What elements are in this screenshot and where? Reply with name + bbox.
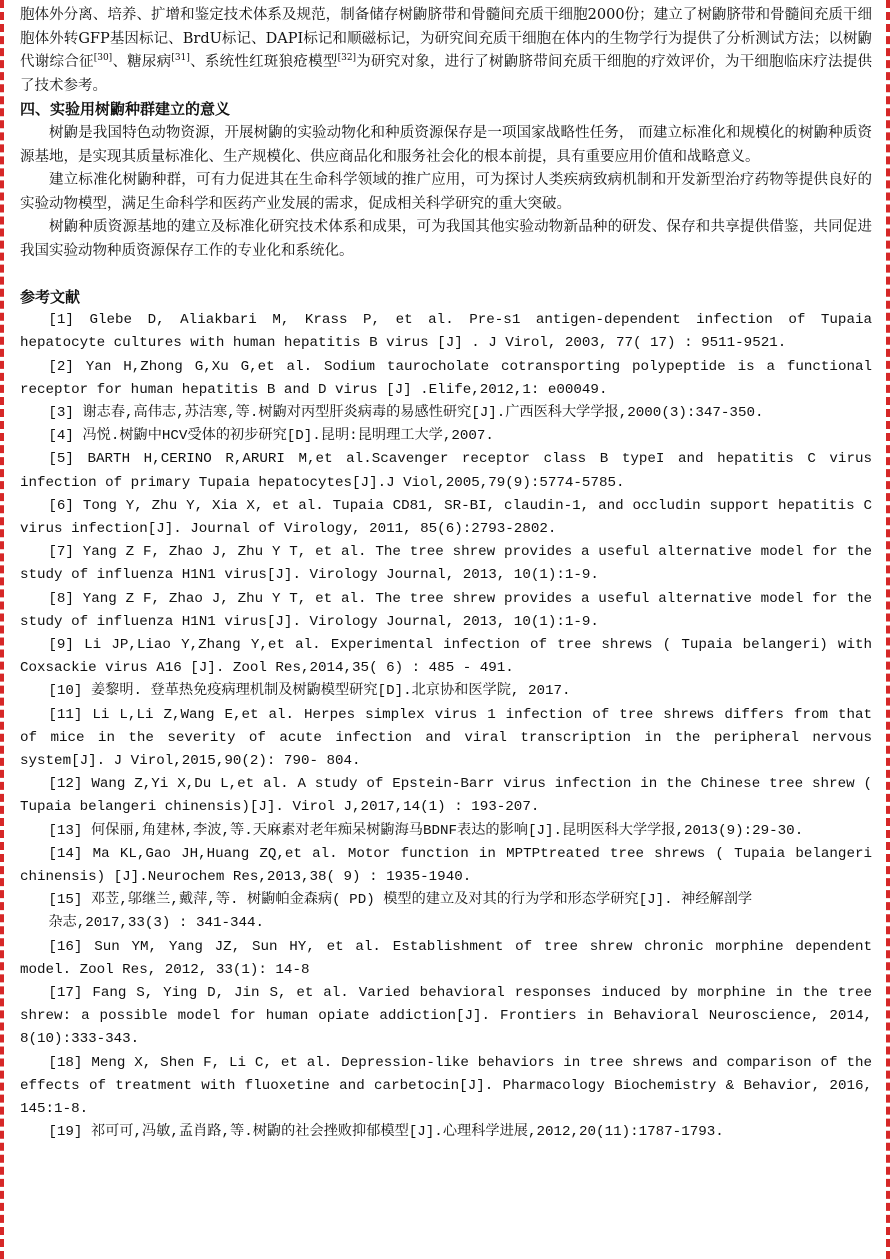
reference-item: [9] Li JP,Liao Y,Zhang Y,et al. Experimental infection of tree shrews ( Tupaia belangeri) with Coxsackie virus A16 [J]. Zool Res,2014,35( 6) : 485 - 491. [20, 636, 872, 677]
citation-30: [30] [93, 53, 113, 64]
references-title: 参考文献 [20, 287, 81, 306]
reference-item: [11] Li L,Li Z,Wang E,et al. Herpes simplex virus 1 infection of tree shrews differs from that of mice in the severity of acute infection and viral transcription in the peripheral nervous system[J]. J Virol,2015,90(2): 790- 804. [20, 706, 872, 769]
reference-list [20, 309, 872, 1144]
reference-item: [4] 冯悦.树鼩中HCV受体的初步研究[D].昆明:昆明理工大学,2007. [48, 428, 494, 445]
body-paragraph: 建立标准化树鼩种群，可有力促进其在生命科学领域的推广应用，可为探讨人类疾病致病机制和开发新型治疗药物等提供良好的实验动物模型，满足生命科学和医药产业发展的需求，促成相关科学研究的重大突破。 [20, 172, 872, 212]
reference-item: [2] Yan H,Zhong G,Xu G,et al. Sodium taurocholate cotransporting polypeptide is a functional receptor for human hepatitis B and D virus [J] .Elife,2012,1: e00049. [20, 358, 872, 398]
reference-item: [10] 姜黎明. 登革热免疫病理机制及树鼩模型研究[D].北京协和医学院, 2017. [48, 683, 571, 700]
reference-item: [8] Yang Z F, Zhao J, Zhu Y T, et al. The tree shrew provides a useful alternative model for the study of influenza H1N1 virus[J]. Virology Journal, 2013, 10(1):1-9. [20, 590, 872, 630]
section-heading: 四、实验用树鼩种群建立的意义 [20, 100, 231, 119]
intro-paragraph [20, 4, 872, 98]
citation-31: [31] [171, 53, 190, 64]
reference-item: [15] 邓苙,邬继兰,戴萍,等. 树鼩帕金森病( PD) 模型的建立及对其的行为学和形态学研究[J]. 神经解剖学 [48, 892, 753, 909]
intro-text-c: 、系统性红斑狼疮模型 [189, 54, 338, 71]
reference-item: [19] 祁可可,冯敏,孟肖路,等.树鼩的社会挫败抑郁模型[J].心理科学进展,2012,20(11):1787-1793. [48, 1124, 724, 1141]
reference-item: [16] Sun YM, Yang JZ, Sun HY, et al. Establishment of tree shrew chronic morphine dependent model. Zool Res, 2012, 33(1): 14-8 [20, 938, 872, 978]
reference-item: [3] 谢志春,高伟志,苏洁寒,等.树鼩对丙型肝炎病毒的易感性研究[J].广西医科大学学报,2000(3):347-350. [48, 404, 764, 421]
reference-item: [5] BARTH H,CERINO R,ARURI M,et al.Scavenger receptor class B typeI and hepatitis C virus infection of primary Tupaia hepatocytes[J].J Viol,2005,79(9):5774-5785. [20, 451, 872, 491]
reference-item: [12] Wang Z,Yi X,Du L,et al. A study of Epstein-Barr virus infection in the Chinese tree shrew ( Tupaia belangeri chinensis)[J]. Virol J,2017,14(1) : 193-207. [20, 776, 872, 816]
intro-text-d: 为研究对象，进行了树鼩脐带间充质干细胞的疗效评价，为干细胞临床疗法提供了技术参考。 [20, 54, 873, 94]
intro-text-a: 胞体外分离、培养、扩增和鉴定技术体系及规范，制备储存树鼩脐带和骨髓间充质干细胞2000份；建立了树鼩脐带和骨髓间充质干细胞体外转GFP基因标记、BrdU标记、DAPI标记和顺磁标记，为研究间充质干细胞在体内的生物学行为提供了分析测试方法；以树鼩代谢综合征 [20, 7, 872, 71]
reference-item: [13] 何保丽,角建林,李波,等.天麻素对老年痴呆树鼩海马BDNF表达的影响[J].昆明医科大学学报,2013(9):29-30. [48, 822, 804, 839]
reference-item: [18] Meng X, Shen F, Li C, et al. Depression-like behaviors in tree shrews and comparison of the effects of treatment with fluoxetine and carbetocin[J]. Pharmacology Biochemistry & Behavior, 2016, 145:1-8. [20, 1054, 872, 1118]
citation-32: [32] [337, 53, 357, 64]
reference-item: [1] Glebe D, Aliakbari M, Krass P, et al. Pre-s1 antigen-dependent infection of Tupaia hepatocyte cultures with human hepatitis B virus [J] . J Virol, 2003, 77( 17) : 9511-9521. [20, 312, 872, 352]
reference-item-continuation: 杂志,2017,33(3) : 341-344. [48, 915, 265, 932]
reference-item: [17] Fang S, Ying D, Jin S, et al. Varied behavioral responses induced by morphine in the tree shrew: a possible model for human opiate addiction[J]. Frontiers in Behavioral Neuroscience, 2014, 8(10):333-343. [20, 985, 872, 1048]
body-paragraph: 树鼩是我国特色动物资源，开展树鼩的实验动物化和种质资源保存是一项国家战略性任务， 而建立标准化和规模化的树鼩种质资源基地，是实现其质量标准化、生产规模化、供应商品化和服务社会化的根本前提，具有重要应用价值和战略意义。 [20, 124, 872, 165]
reference-item: [7] Yang Z F, Zhao J, Zhu Y T, et al. The tree shrew provides a useful alternative model for the study of influenza H1N1 virus[J]. Virology Journal, 2013, 10(1):1-9. [20, 544, 872, 584]
reference-item: [6] Tong Y, Zhu Y, Xia X, et al. Tupaia CD81, SR-BI, claudin-1, and occludin support hepatitis C virus infection[J]. Journal of Virology, 2011, 85(6):2793-2802. [20, 497, 872, 537]
intro-text-b: 、糖尿病 [112, 54, 172, 71]
reference-item: [14] Ma KL,Gao JH,Huang ZQ,et al. Motor function in MPTPtreated tree shrews ( Tupaia belangeri chinensis) [J].Neurochem Res,2013,38( 9) : 1935-1940. [20, 845, 872, 885]
body-paragraph: 树鼩种质资源基地的建立及标准化研究技术体系和成果，可为我国其他实验动物新品种的研发、保存和共享提供借鉴，共同促进我国实验动物种质资源保存工作的专业化和系统化。 [20, 219, 872, 259]
